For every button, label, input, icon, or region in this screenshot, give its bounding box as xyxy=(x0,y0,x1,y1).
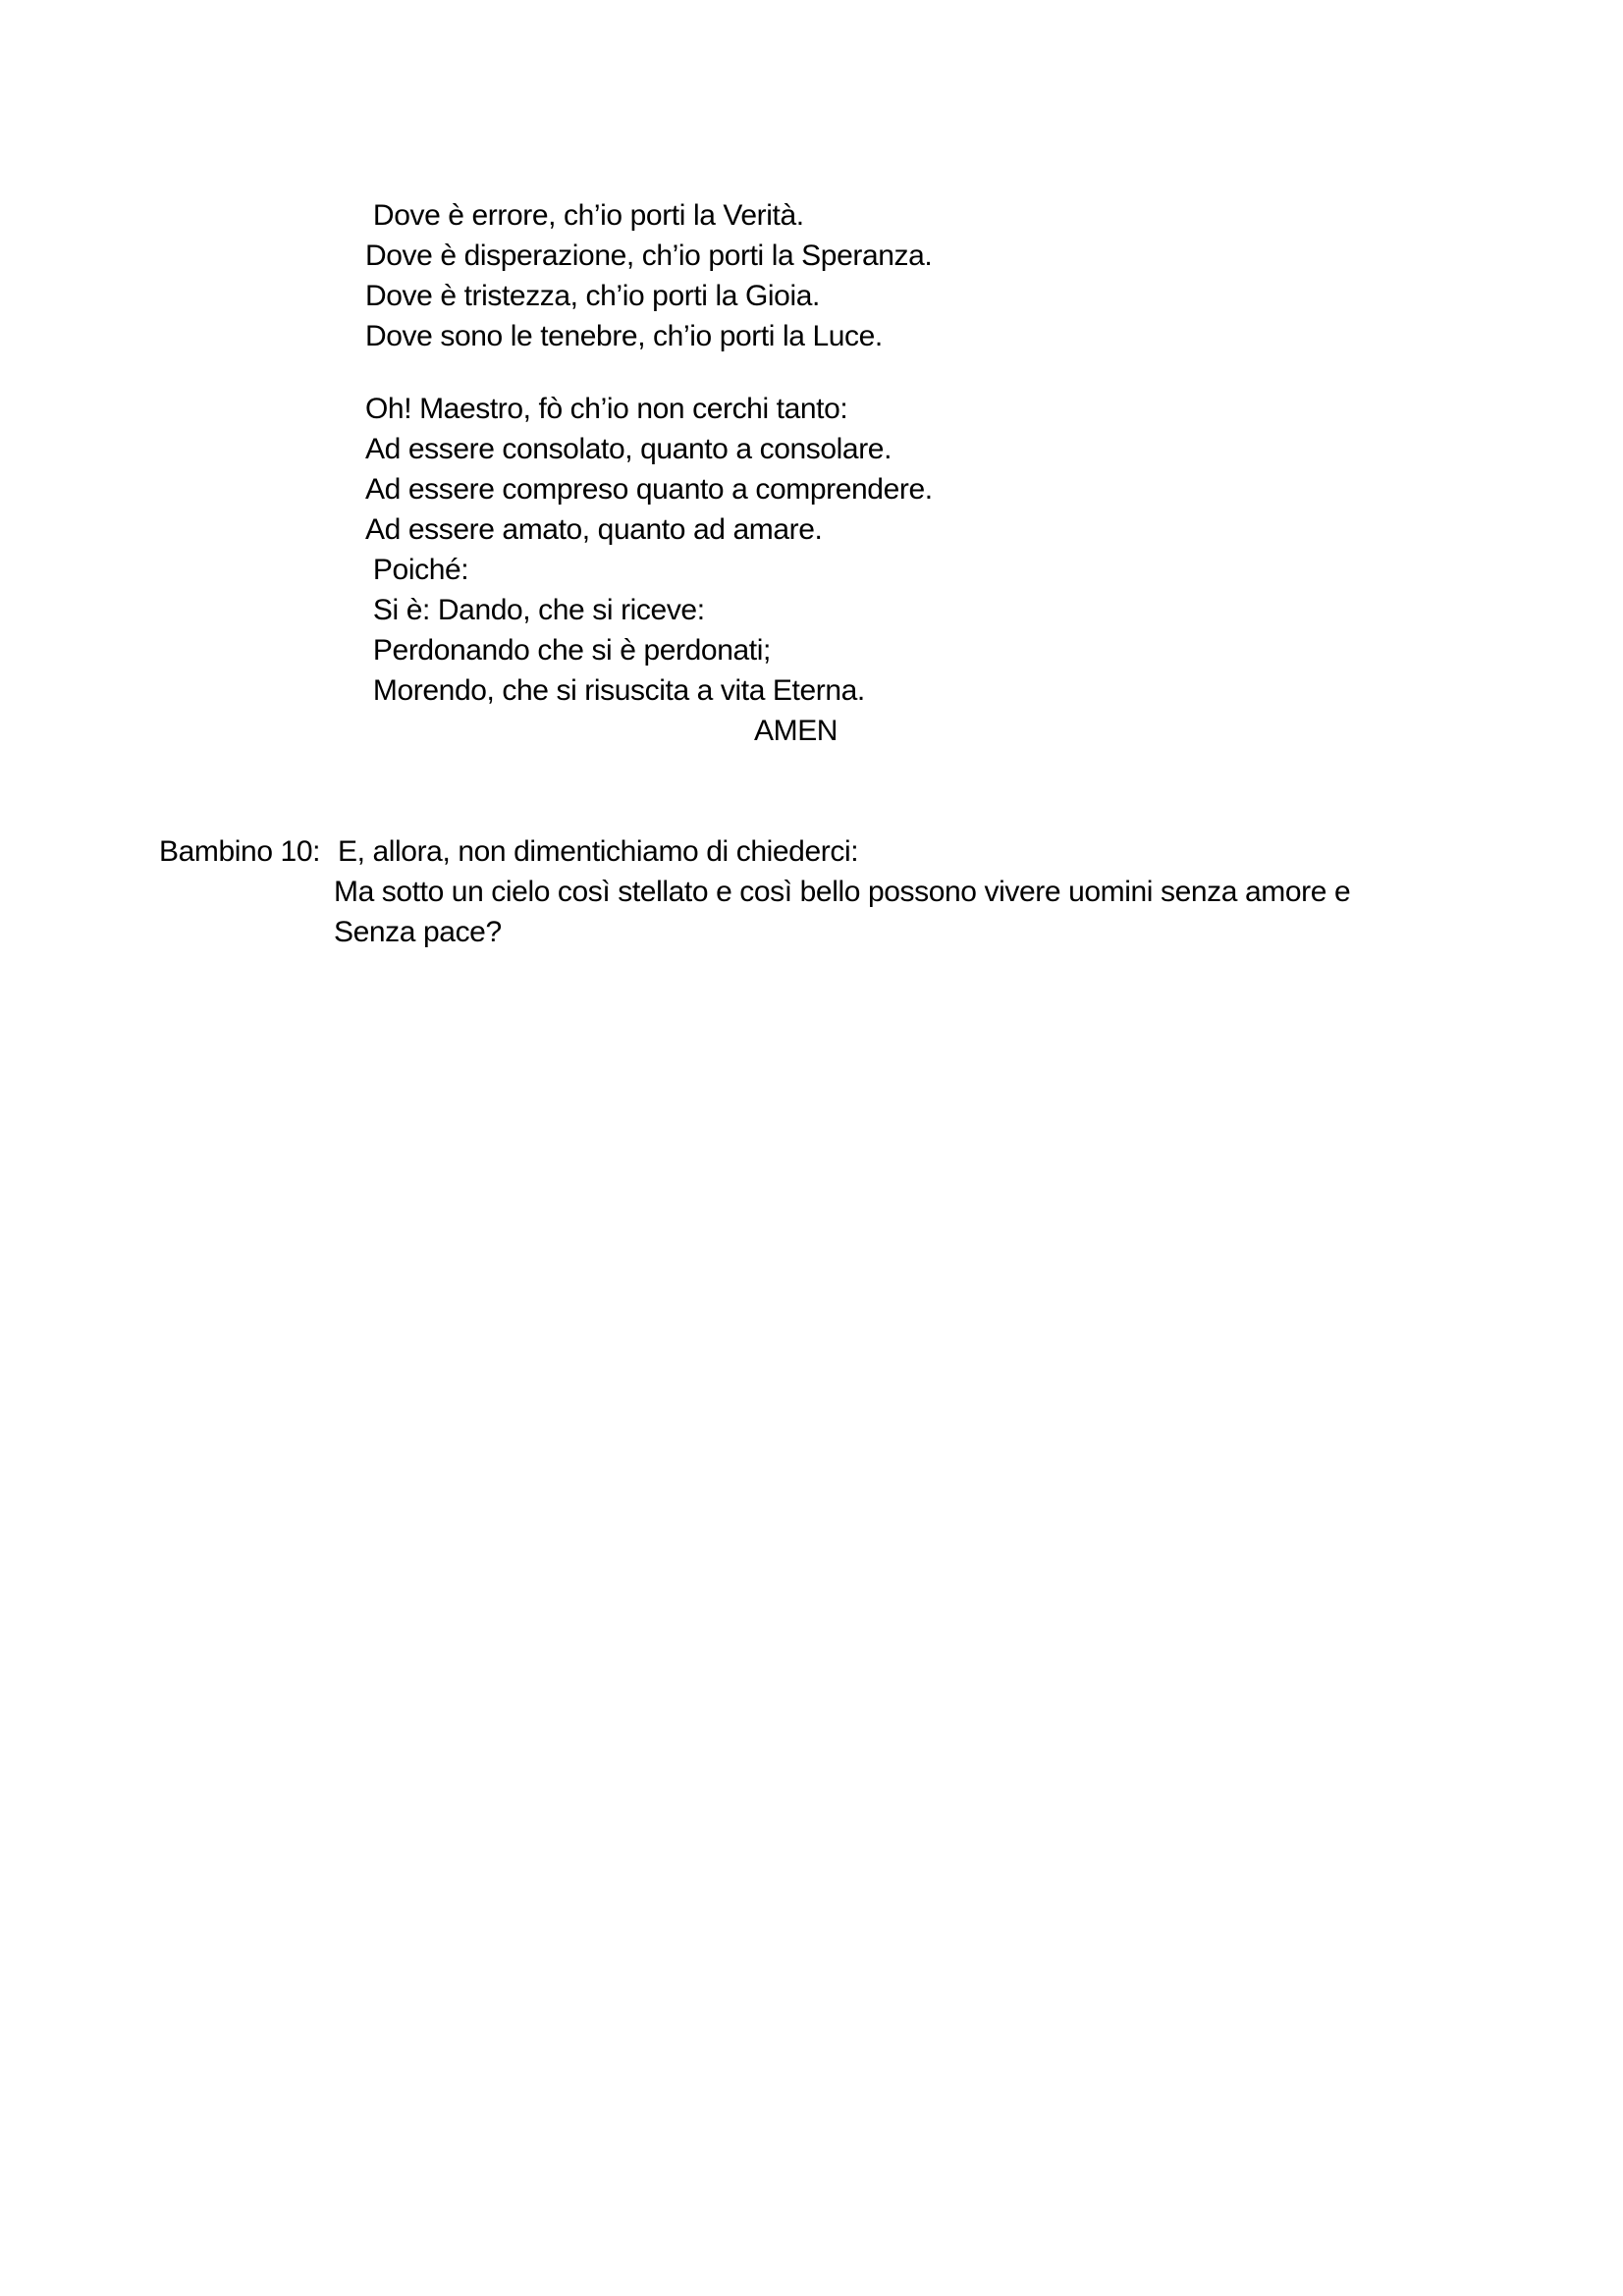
prayer-line: Ad essere consolato, quanto a consolare. xyxy=(365,433,893,465)
prayer-line: Dove è tristezza, ch’io porti la Gioia. xyxy=(365,280,820,312)
prayer-line: Oh! Maestro, fò ch’io non cerchi tanto: xyxy=(365,393,848,425)
prayer-line: Perdonando che si è perdonati; xyxy=(365,634,771,667)
prayer-line: Poiché: xyxy=(365,554,469,586)
prayer-line: Ad essere compreso quanto a comprendere. xyxy=(365,473,933,506)
dialogue-line: Ma sotto un cielo così stellato e così bello possono vivere uomini senza amore e xyxy=(334,876,1351,908)
prayer-line: Morendo, che si risuscita a vita Eterna. xyxy=(365,674,865,707)
prayer-line: Ad essere amato, quanto ad amare. xyxy=(365,513,823,546)
prayer-line: Dove sono le tenebre, ch’io porti la Luce. xyxy=(365,320,883,352)
prayer-stanza-1 xyxy=(365,195,932,356)
speaker-label: Bambino 10: xyxy=(159,835,321,868)
prayer-line: Dove è disperazione, ch’io porti la Speranza. xyxy=(365,240,933,272)
dialogue-first-row xyxy=(159,831,1350,872)
dialogue-line: E, allora, non dimentichiamo di chiederci: xyxy=(338,835,859,868)
prayer-stanza-2 xyxy=(365,389,933,751)
amen-text: AMEN xyxy=(754,715,839,747)
prayer-line: Si è: Dando, che si riceve: xyxy=(365,594,705,626)
prayer-line: Dove è errore, ch’io porti la Verità. xyxy=(365,199,804,232)
dialogue-block xyxy=(159,831,1350,952)
dialogue-line: Senza pace? xyxy=(334,916,502,948)
